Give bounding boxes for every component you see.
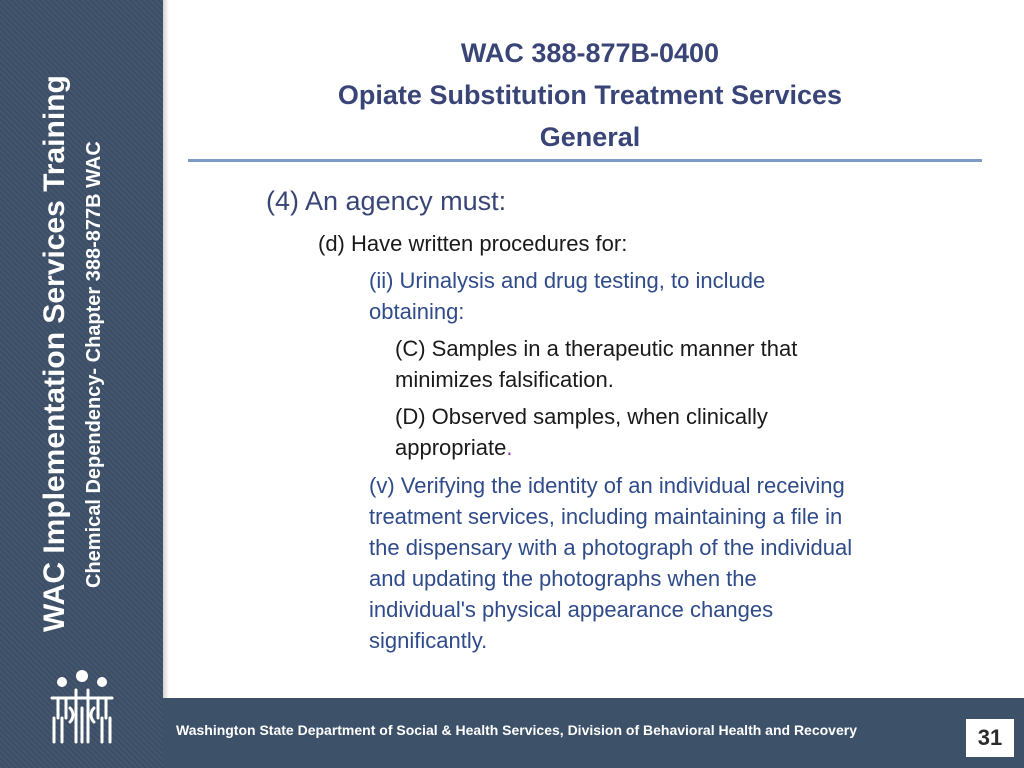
item-c-line: minimizes falsification. (395, 367, 614, 392)
dshs-logo-icon (48, 668, 116, 744)
title-line-2: Opiate Substitution Treatment Services (337, 80, 843, 110)
item-v-line: individual's physical appearance changes (369, 597, 774, 622)
sidebar-shadow (163, 0, 169, 700)
level2-text: (d) Have written procedures for: (318, 231, 628, 256)
sidebar-subtitle: Chemical Dependency- Chapter 388-877B WAC (83, 141, 105, 588)
item-v-line: significantly. (369, 628, 488, 653)
item-c (395, 333, 915, 395)
page-title (190, 32, 990, 158)
item-v-line: and updating the photographs when the (369, 566, 757, 591)
item-c-line: (C) Samples in a therapeutic manner that (395, 336, 798, 361)
item-d-line2 (395, 432, 915, 463)
level1-text: (4) An agency must: (266, 186, 507, 216)
item-d-text: appropriate (395, 435, 507, 460)
title-divider (188, 159, 982, 162)
item-v-line: the dispensary with a photograph of the individual (369, 535, 853, 560)
title-line-3: General (539, 122, 641, 152)
item-ii-line: (ii) Urinalysis and drug testing, to include (369, 268, 766, 293)
item-ii-line: obtaining: (369, 299, 465, 324)
footer-text: Washington State Department of Social & Health Services, Division of Behavioral Health and Recovery (176, 722, 857, 738)
title-line-1: WAC 388-877B-0400 (460, 38, 720, 68)
item-d-line: (D) Observed samples, when clinically (395, 404, 768, 429)
item-ii (369, 265, 969, 327)
sidebar-main-title: WAC Implementation Services Training (38, 75, 71, 632)
page-number: 31 (966, 719, 1014, 757)
item-d (395, 401, 915, 463)
item-v-line: (v) Verifying the identity of an individual receiving (369, 473, 845, 498)
item-d-period: . (506, 435, 513, 460)
item-v-line: treatment services, including maintaining a file in (369, 504, 843, 529)
item-v (369, 470, 969, 656)
sidebar (0, 0, 163, 768)
